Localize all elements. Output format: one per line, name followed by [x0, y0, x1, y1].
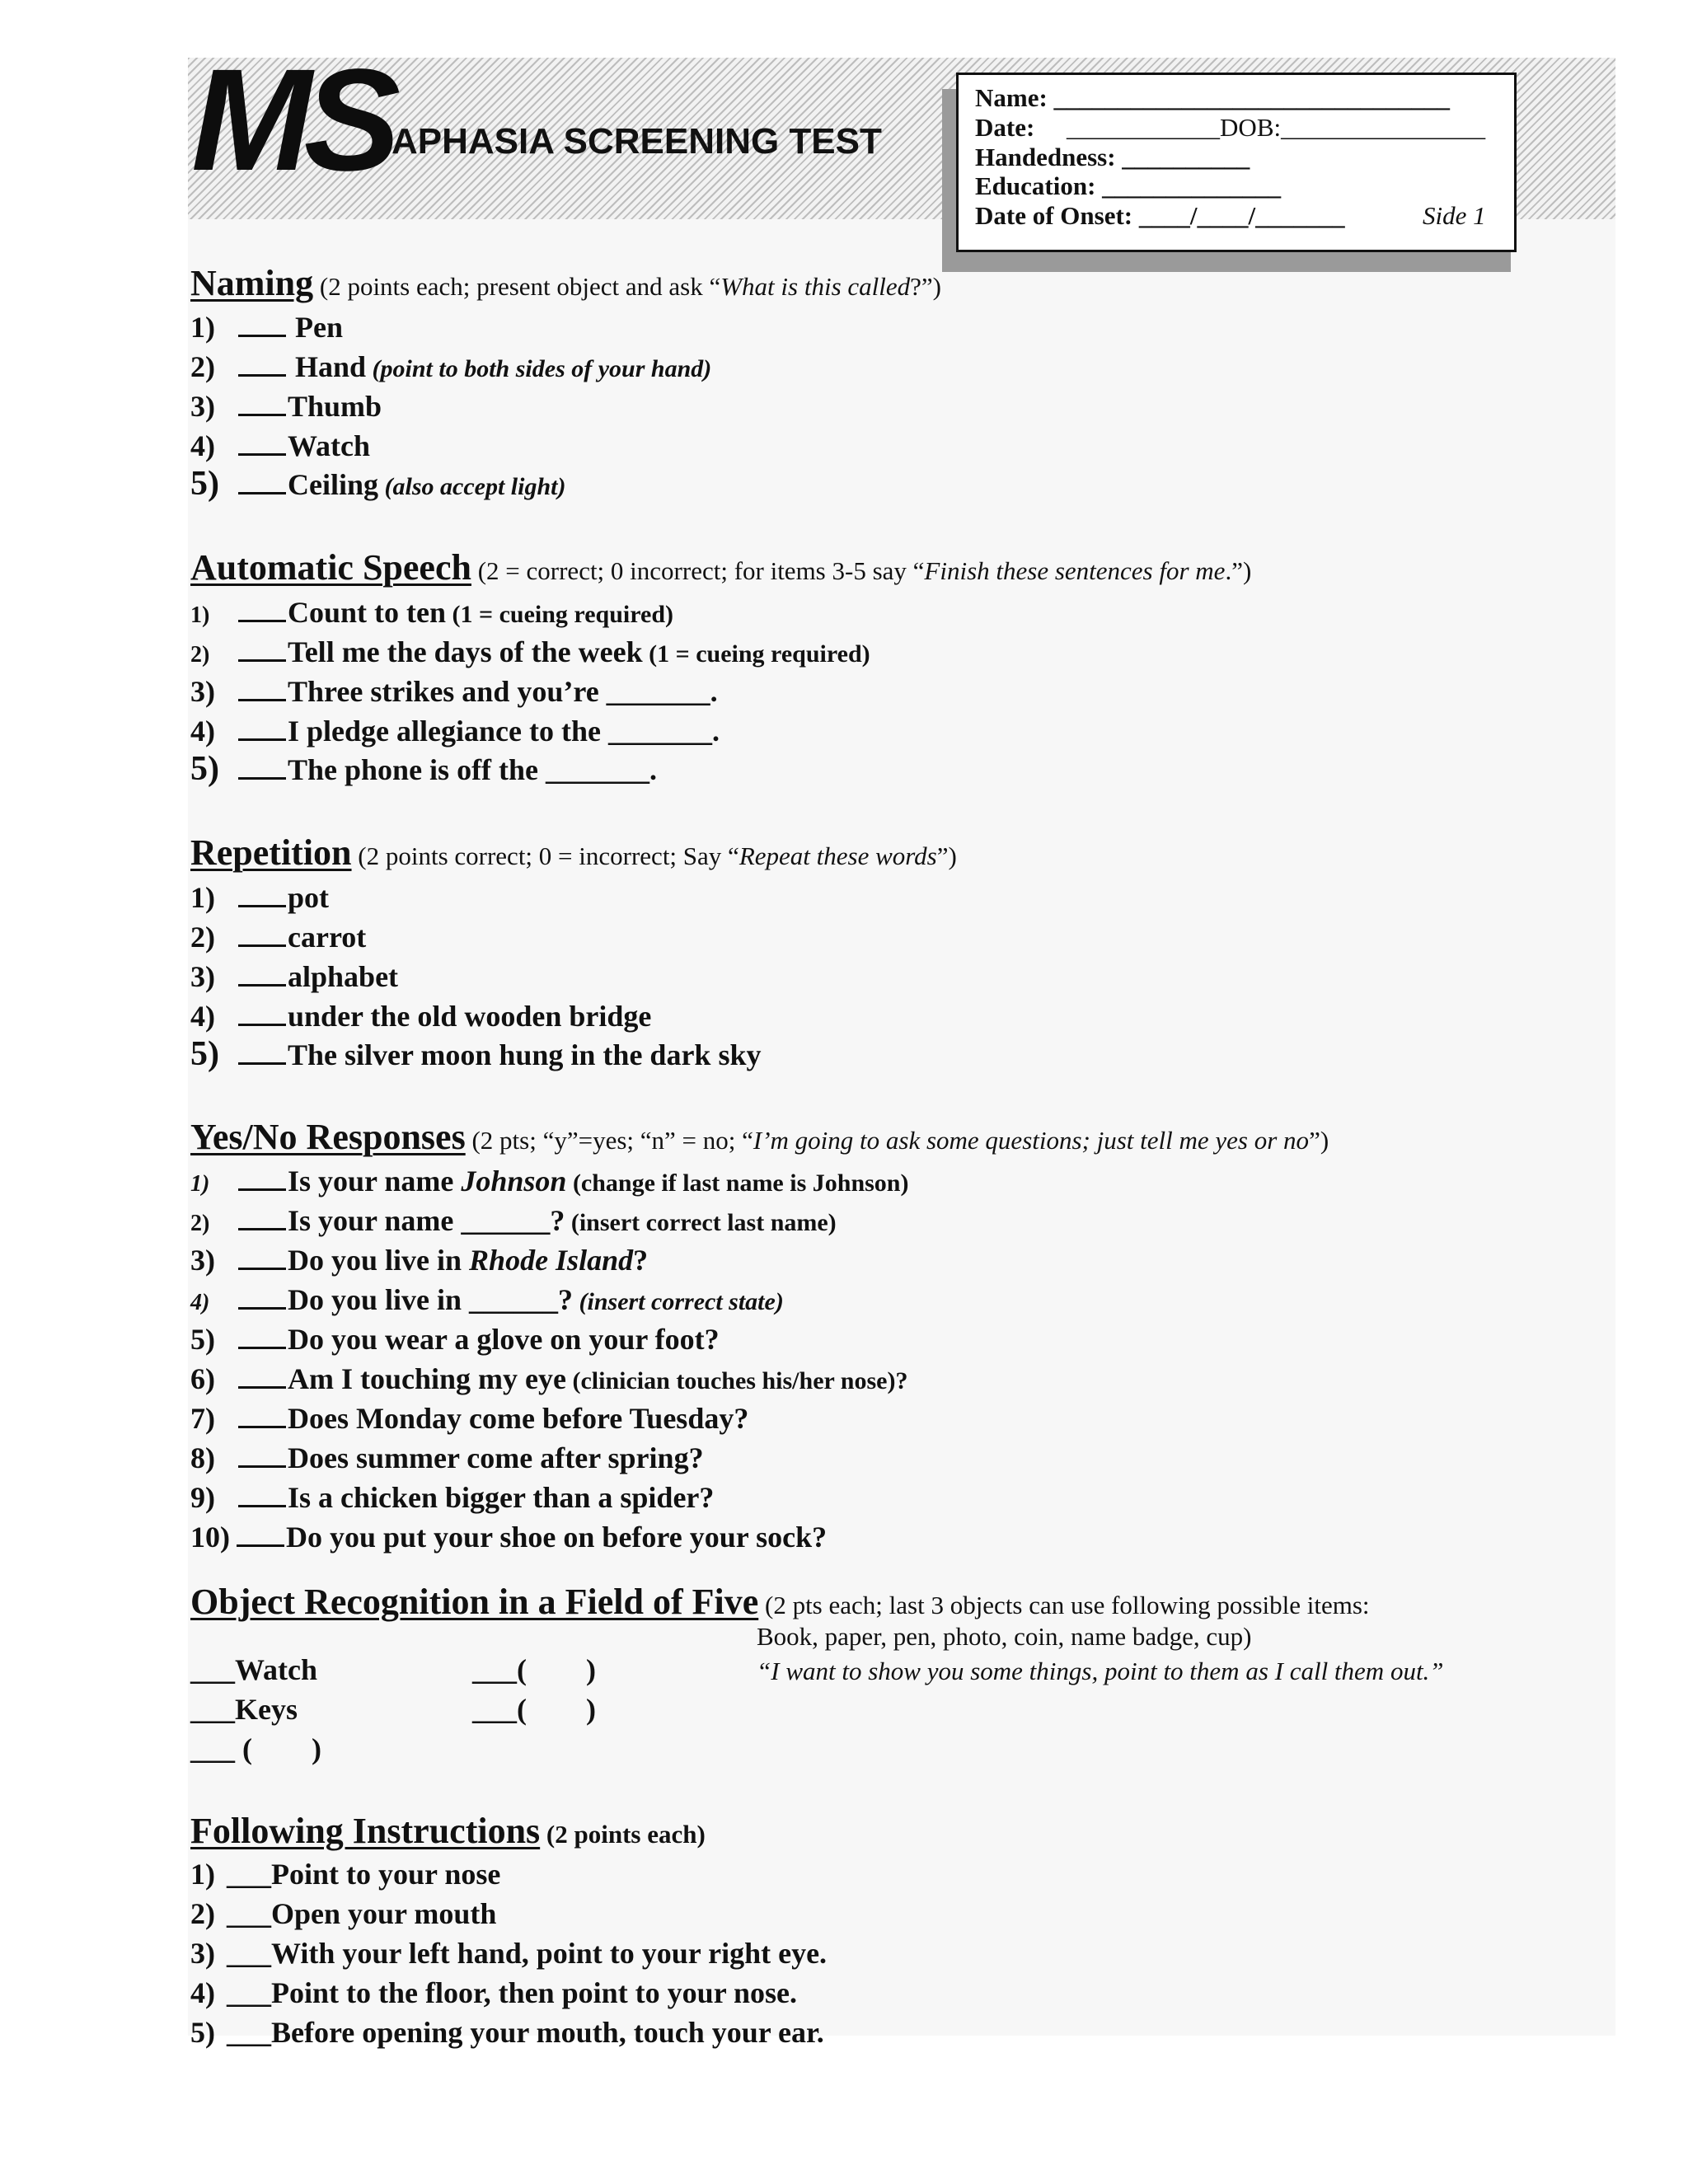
repetition-item-4[interactable]: 4) under the old wooden bridge	[190, 1000, 652, 1033]
repetition-title: Repetition	[190, 832, 352, 873]
onset-date-field[interactable]: Date of Onset: ____/____/_______	[975, 201, 1345, 230]
instruction-item-4[interactable]: 4) ___Point to the floor, then point to your nose.	[190, 1976, 798, 2009]
object-list-note: Book, paper, pen, photo, coin, name badge, cup)	[757, 1622, 1252, 1651]
following-instructions-title: Following Instructions	[190, 1811, 541, 1851]
object-instruction-quote: “I want to show you some things, point to them as I call them out.”	[757, 1657, 1444, 1685]
naming-item-4[interactable]: 4) Watch	[190, 429, 371, 462]
automatic-speech-item-2[interactable]: 2) Tell me the days of the week (1 = cueing required)	[190, 635, 870, 668]
object-recognition-title: Object Recognition in a Field of Five	[190, 1582, 759, 1622]
repetition-item-5[interactable]: 5) The silver moon hung in the dark sky	[190, 1035, 762, 1073]
repetition-item-1[interactable]: 1) pot	[190, 881, 330, 914]
instruction-item-3[interactable]: 3) ___With your left hand, point to your right eye.	[190, 1937, 828, 1970]
yes-no-item-10[interactable]: 10) Do you put your shoe on before your sock?	[190, 1521, 828, 1554]
yes-no-item-9[interactable]: 9) Is a chicken bigger than a spider?	[190, 1481, 715, 1514]
naming-header: Naming (2 points each; present object and ask “What is this called?”)	[190, 263, 941, 303]
yes-no-item-6[interactable]: 6) Am I touching my eye (clinician touches his/her nose)?	[190, 1362, 908, 1395]
object-item-custom-1[interactable]: ___ ( )	[190, 1732, 321, 1765]
date-dob-field[interactable]: Date: ____________DOB:________________	[975, 113, 1486, 142]
handedness-field[interactable]: Handedness: __________	[975, 143, 1250, 171]
naming-item-3[interactable]: 3) Thumb	[190, 390, 382, 423]
yes-no-item-1[interactable]: 1) Is your name Johnson (change if last name is Johnson)	[190, 1165, 909, 1197]
yes-no-item-5[interactable]: 5) Do you wear a glove on your foot?	[190, 1323, 720, 1356]
automatic-speech-item-5[interactable]: 5) The phone is off the _______.	[190, 750, 658, 788]
naming-title: Naming	[190, 263, 314, 303]
object-item-watch[interactable]: ___Watch	[190, 1653, 318, 1686]
automatic-speech-item-1[interactable]: 1) Count to ten (1 = cueing required)	[190, 596, 673, 629]
object-item-keys[interactable]: ___Keys	[190, 1693, 298, 1726]
instruction-item-5[interactable]: 5) ___Before opening your mouth, touch your ear.	[190, 2016, 824, 2049]
form-title: APHASIA SCREENING TEST	[392, 121, 882, 162]
repetition-item-2[interactable]: 2) carrot	[190, 921, 367, 954]
following-instructions-header: Following Instructions (2 points each)	[190, 1811, 706, 1851]
object-recognition-header: Object Recognition in a Field of Five (2 pts each; last 3 objects can use following possible items:	[190, 1582, 1370, 1622]
object-item-custom-2[interactable]: ___( )	[472, 1653, 596, 1686]
repetition-header: Repetition (2 points correct; 0 = incorrect; Say “Repeat these words”)	[190, 832, 957, 873]
automatic-speech-header: Automatic Speech (2 = correct; 0 incorrect; for items 3-5 say “Finish these sentences for me.”)	[190, 547, 1252, 588]
education-field[interactable]: Education: ______________	[975, 171, 1282, 200]
automatic-speech-item-3[interactable]: 3) Three strikes and you’re _______.	[190, 675, 718, 708]
side-label: Side 1	[1423, 201, 1486, 230]
instruction-item-1[interactable]: 1) ___Point to your nose	[190, 1858, 501, 1891]
ms-logo: MS	[191, 40, 392, 201]
name-field[interactable]: Name: _______________________________	[975, 83, 1451, 112]
yes-no-item-4[interactable]: 4) Do you live in ______? (insert correct state)	[190, 1283, 784, 1316]
instruction-item-2[interactable]: 2) ___Open your mouth	[190, 1897, 497, 1930]
repetition-item-3[interactable]: 3) alphabet	[190, 960, 399, 993]
yes-no-item-7[interactable]: 7) Does Monday come before Tuesday?	[190, 1402, 749, 1435]
yes-no-item-8[interactable]: 8) Does summer come after spring?	[190, 1441, 704, 1474]
yes-no-item-2[interactable]: 2) Is your name ______? (insert correct last name)	[190, 1204, 837, 1237]
automatic-speech-item-4[interactable]: 4) I pledge allegiance to the _______.	[190, 715, 720, 748]
naming-item-2[interactable]: 2) Hand (point to both sides of your hand)	[190, 350, 712, 383]
automatic-speech-title: Automatic Speech	[190, 547, 471, 588]
yes-no-header: Yes/No Responses (2 pts; “y”=yes; “n” = no; “I’m going to ask some questions; just tell me yes or no”)	[190, 1117, 1329, 1157]
naming-item-5[interactable]: 5) Ceiling (also accept light)	[190, 465, 566, 503]
naming-item-1[interactable]: 1) Pen	[190, 311, 343, 344]
yes-no-title: Yes/No Responses	[190, 1117, 466, 1157]
object-item-custom-3[interactable]: ___( )	[472, 1693, 596, 1726]
yes-no-item-3[interactable]: 3) Do you live in Rhode Island?	[190, 1244, 649, 1277]
